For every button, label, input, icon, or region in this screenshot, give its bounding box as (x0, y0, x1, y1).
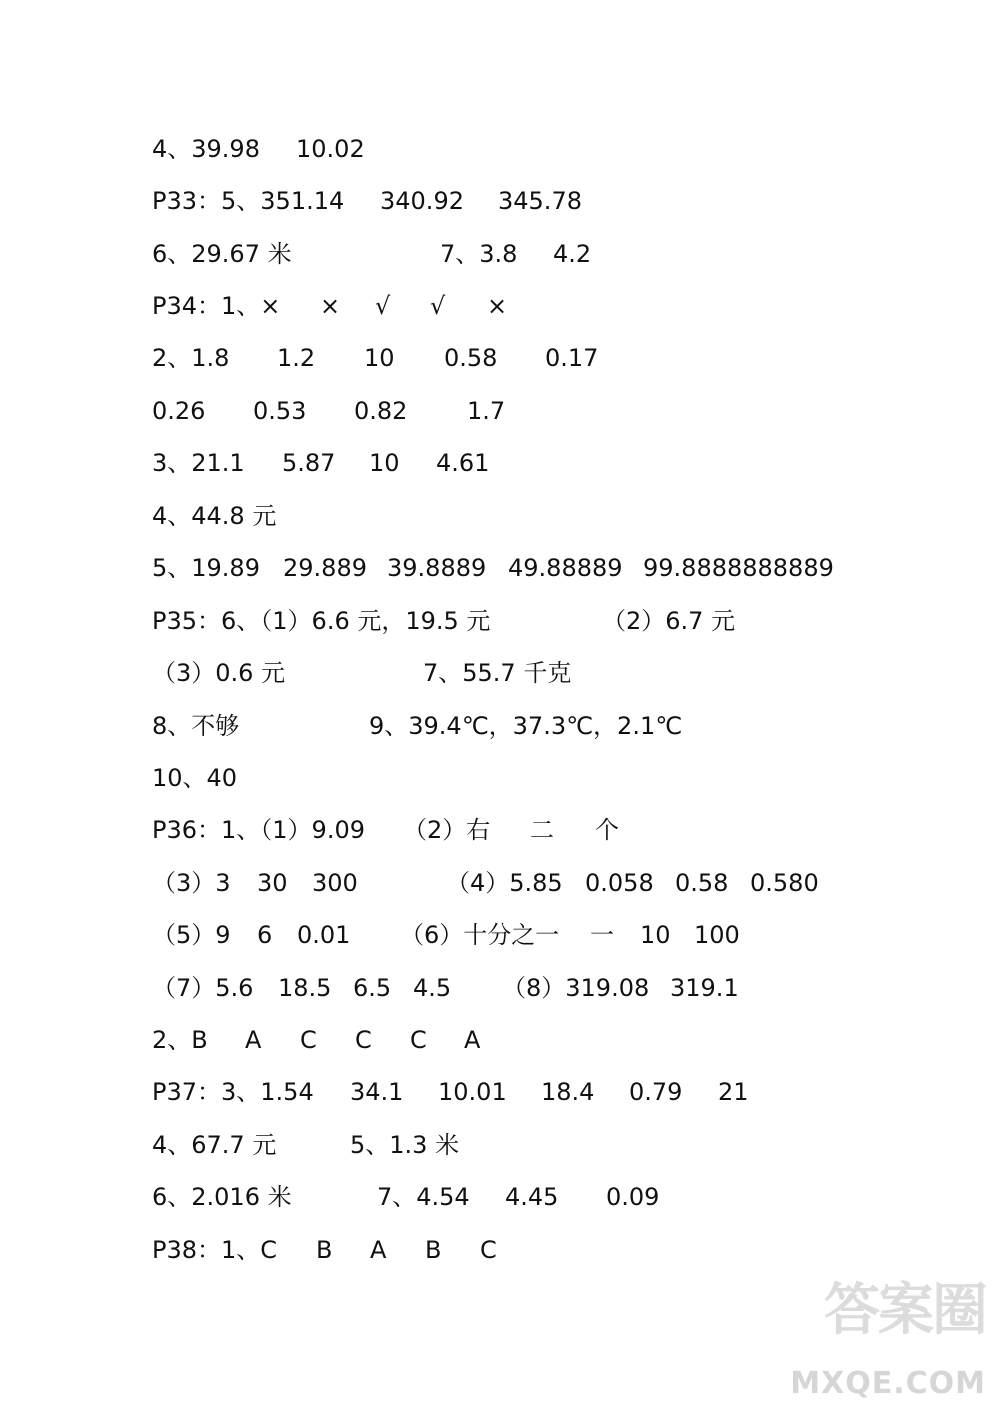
answer-item: 10 (364, 344, 395, 372)
answer-line (0, 286, 1000, 326)
answer-item: （2）右 (403, 816, 491, 844)
answer-item: 10.02 (296, 135, 365, 163)
answer-item: 4.5 (413, 974, 452, 1002)
answer-item: C (355, 1026, 372, 1054)
answer-item: 10.01 (438, 1078, 507, 1106)
answer-line (0, 1072, 1000, 1112)
answer-item: 个 (595, 816, 619, 844)
answer-item: C (300, 1026, 317, 1054)
answer-item: 30 (257, 869, 288, 897)
answer-item: 0.58 (675, 869, 729, 897)
answer-item: （4）5.85 (446, 869, 563, 897)
answer-item: P37：3、1.54 (152, 1078, 314, 1106)
answer-line (0, 863, 1000, 903)
answer-item: 34.1 (350, 1078, 404, 1106)
answer-item: 0.79 (629, 1078, 683, 1106)
answer-line (0, 758, 1000, 798)
answer-item: 345.78 (498, 187, 582, 215)
answer-item: 0.17 (545, 344, 599, 372)
answer-line (0, 391, 1000, 431)
answer-line (0, 1230, 1000, 1270)
answer-line (0, 810, 1000, 850)
answer-item: 99.8888888889 (643, 554, 834, 582)
answer-item: （5）9 (152, 921, 231, 949)
answer-item: 6.5 (353, 974, 392, 1002)
answer-line (0, 129, 1000, 169)
answer-item: （8）319.08 (502, 974, 650, 1002)
answer-item: 0.26 (152, 397, 206, 425)
answer-item: A (370, 1236, 387, 1264)
answer-item: P33：5、351.14 (152, 187, 345, 215)
answer-line (0, 968, 1000, 1008)
answer-item: 4.2 (553, 240, 592, 268)
answer-item: 7、4.54 (377, 1183, 470, 1211)
answer-item: （7）5.6 (152, 974, 254, 1002)
answer-item: （3）3 (152, 869, 231, 897)
answer-item: 0.82 (354, 397, 408, 425)
answer-item: 3、21.1 (152, 449, 245, 477)
answer-item: 4、67.7 元 (152, 1131, 277, 1159)
answer-item: C (410, 1026, 427, 1054)
answer-item: （6）十分之一 (400, 921, 560, 949)
answer-item: × (487, 292, 508, 320)
answer-item: B (425, 1236, 442, 1264)
answer-item: √ (430, 292, 446, 320)
answer-line (0, 1177, 1000, 1217)
answer-item: 2、1.8 (152, 344, 230, 372)
answer-item: 6、29.67 米 (152, 240, 292, 268)
answer-item: 39.8889 (387, 554, 487, 582)
answer-item: 7、3.8 (440, 240, 518, 268)
answer-item: B (316, 1236, 333, 1264)
answer-item: 6 (257, 921, 273, 949)
answer-item: 21 (718, 1078, 749, 1106)
answer-item: 5、1.3 米 (350, 1131, 460, 1159)
answer-item: （2）6.7 元 (602, 607, 736, 635)
answer-item: 10 (369, 449, 400, 477)
answer-line (0, 181, 1000, 221)
answer-item: 2、B (152, 1026, 208, 1054)
answer-line (0, 338, 1000, 378)
answer-item: 0.058 (585, 869, 654, 897)
answer-item: 4、39.98 (152, 135, 260, 163)
answer-item: 0.01 (297, 921, 351, 949)
answer-item: 10 (640, 921, 671, 949)
answer-item: √ (375, 292, 391, 320)
answer-item: 5.87 (282, 449, 336, 477)
watermark-logo-text: 答案圈 (824, 1278, 986, 1343)
answer-item: 5、19.89 (152, 554, 260, 582)
answer-item: 29.889 (283, 554, 367, 582)
answer-item: （3）0.6 元 (152, 659, 286, 687)
answer-item: 4.45 (505, 1183, 559, 1211)
answer-line (0, 496, 1000, 536)
answer-item: A (464, 1026, 481, 1054)
answer-item: 0.58 (444, 344, 498, 372)
watermark-logo (790, 1276, 990, 1406)
answer-item: 49.88889 (508, 554, 623, 582)
answer-line (0, 443, 1000, 483)
answer-item: A (245, 1026, 262, 1054)
answer-item: 二 (530, 816, 554, 844)
answer-item: 0.09 (606, 1183, 660, 1211)
answer-item: P38：1、C (152, 1236, 278, 1264)
answer-item: 340.92 (380, 187, 464, 215)
answer-item: 0.580 (750, 869, 819, 897)
answer-item: 10、40 (152, 764, 238, 792)
answer-line (0, 1020, 1000, 1060)
answer-item: 1.2 (277, 344, 316, 372)
answer-item: × (320, 292, 341, 320)
answer-item: 100 (694, 921, 740, 949)
answer-item: 1.7 (467, 397, 506, 425)
answer-item: 300 (312, 869, 358, 897)
answer-item: P35：6、（1）6.6 元，19.5 元 (152, 607, 491, 635)
answer-item: 8、不够 (152, 712, 240, 740)
answer-item: 一 (590, 921, 614, 949)
answer-line (0, 706, 1000, 746)
answer-line (0, 548, 1000, 588)
answer-line (0, 234, 1000, 274)
answer-item: 4.61 (436, 449, 490, 477)
answer-item: 18.5 (278, 974, 332, 1002)
answer-item: 18.4 (541, 1078, 595, 1106)
answer-item: 7、55.7 千克 (423, 659, 572, 687)
answer-line (0, 1125, 1000, 1165)
answer-item: 6、2.016 米 (152, 1183, 292, 1211)
answer-item: C (480, 1236, 497, 1264)
answer-item: P36：1、（1）9.09 (152, 816, 365, 844)
answer-item: 9、39.4℃，37.3℃，2.1℃ (369, 712, 683, 740)
answer-item: 4、44.8 元 (152, 502, 277, 530)
answer-line (0, 653, 1000, 693)
answer-line (0, 915, 1000, 955)
watermark-url: MXQE.COM (790, 1366, 986, 1401)
answer-item: 319.1 (670, 974, 739, 1002)
answer-item: 0.53 (253, 397, 307, 425)
answer-item: P34：1、× (152, 292, 281, 320)
answer-line (0, 601, 1000, 641)
